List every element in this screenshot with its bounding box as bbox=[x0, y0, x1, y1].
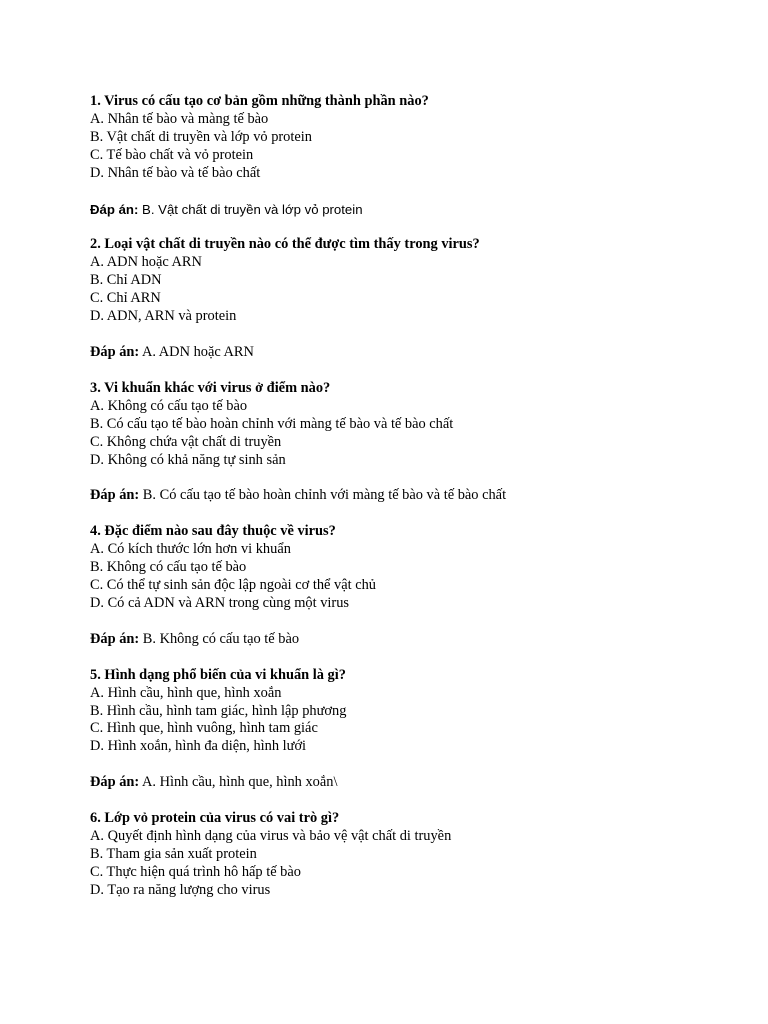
option-b: B. Tham gia sản xuất protein bbox=[90, 846, 257, 862]
option-b: B. Có cấu tạo tế bào hoàn chỉnh với màng tế bào và tế bào chất bbox=[90, 415, 454, 432]
option-c: C. Có thể tự sinh sản độc lập ngoài cơ thể vật chủ bbox=[90, 577, 376, 594]
option-a: A. Quyết định hình dạng của virus và bảo vệ vật chất di truyền bbox=[90, 828, 452, 845]
answer-text: B. Có cấu tạo tế bào hoàn chỉnh với màng tế bào và tế bào chất bbox=[142, 487, 507, 504]
question-2 bbox=[90, 236, 730, 326]
answer-1 bbox=[90, 201, 730, 219]
option-a: A. Có kích thước lớn hơn vi khuẩn bbox=[90, 541, 291, 558]
option-b: B. Hình cầu, hình tam giác, hình lập phương bbox=[90, 702, 347, 719]
question-5 bbox=[90, 667, 730, 757]
option-b: B. Chỉ ADN bbox=[90, 272, 162, 289]
question-title: 2. Loại vật chất di truyền nào có thể được tìm thấy trong virus? bbox=[90, 236, 480, 253]
option-d: D. Tạo ra năng lượng cho virus bbox=[90, 881, 271, 898]
option-c: C. Không chứa vật chất di truyền bbox=[90, 433, 282, 450]
question-title: 6. Lớp vỏ protein của virus có vai trò gì? bbox=[90, 810, 340, 827]
answer-4 bbox=[90, 631, 730, 649]
option-d: D. Không có khả năng tự sinh sản bbox=[90, 451, 286, 468]
option-d: D. Nhân tế bào và tế bào chất bbox=[90, 164, 261, 181]
option-c: C. Chỉ ARN bbox=[90, 290, 161, 307]
answer-label: Đáp án: bbox=[90, 343, 140, 360]
answer-label: Đáp án: bbox=[90, 487, 140, 504]
question-title: 1. Virus có cấu tạo cơ bản gồm những thành phần nào? bbox=[90, 93, 429, 109]
answer-label: Đáp án: bbox=[90, 774, 140, 791]
option-a: A. Hình cầu, hình que, hình xoắn bbox=[90, 684, 282, 701]
option-b: B. Không có cấu tạo tế bào bbox=[90, 559, 247, 576]
answer-2 bbox=[90, 344, 730, 362]
answer-text: B. Không có cấu tạo tế bào bbox=[142, 630, 300, 647]
question-title: 5. Hình dạng phổ biến của vi khuẩn là gì? bbox=[90, 666, 346, 683]
option-a: A. ADN hoặc ARN bbox=[90, 254, 202, 271]
answer-text: A. Hình cầu, hình que, hình xoắn\ bbox=[142, 774, 338, 791]
option-c: C. Tế bào chất và vỏ protein bbox=[90, 146, 254, 163]
question-title: 4. Đặc điểm nào sau đây thuộc về virus? bbox=[90, 523, 336, 540]
option-d: D. Hình xoắn, hình đa diện, hình lưới bbox=[90, 738, 307, 755]
option-d: D. Có cả ADN và ARN trong cùng một virus bbox=[90, 594, 350, 611]
question-3 bbox=[90, 380, 730, 470]
question-title: 3. Vi khuẩn khác với virus ở điểm nào? bbox=[90, 379, 331, 396]
option-d: D. ADN, ARN và protein bbox=[90, 308, 237, 325]
answer-text: A. ADN hoặc ARN bbox=[142, 343, 254, 360]
option-a: A. Không có cấu tạo tế bào bbox=[90, 397, 248, 414]
option-b: B. Vật chất di truyền và lớp vỏ protein bbox=[90, 128, 312, 145]
option-a: A. Nhân tế bào và màng tế bào bbox=[90, 110, 269, 127]
question-1 bbox=[90, 93, 730, 183]
option-c: C. Hình que, hình vuông, hình tam giác bbox=[90, 720, 318, 737]
answer-label: Đáp án: bbox=[90, 201, 139, 217]
answer-text: B. Vật chất di truyền và lớp vỏ protein bbox=[142, 201, 363, 217]
document-page bbox=[90, 93, 730, 918]
answer-label: Đáp án: bbox=[90, 630, 140, 647]
answer-3 bbox=[90, 487, 730, 505]
question-6 bbox=[90, 810, 730, 900]
option-c: C. Thực hiện quá trình hô hấp tế bào bbox=[90, 863, 301, 880]
question-4 bbox=[90, 523, 730, 613]
answer-5 bbox=[90, 774, 730, 792]
